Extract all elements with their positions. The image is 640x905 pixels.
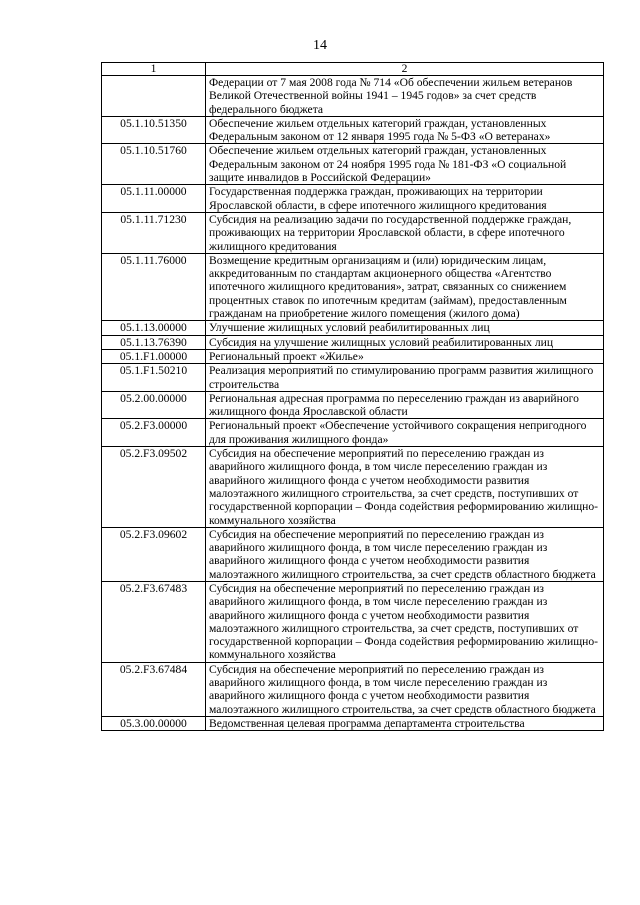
row-description-cell: Субсидия на обеспечение мероприятий по переселению граждан из аварийного жилищного фонда, в том числе переселению граждан из аварийного жилищного фонда с учетом необходимости развития малоэтажного жилищного строительства, за счет средств областного бюджета bbox=[206, 662, 604, 716]
row-code-cell: 05.2.F3.00000 bbox=[102, 419, 206, 447]
row-code-cell: 05.1.F1.00000 bbox=[102, 349, 206, 363]
row-description-cell: Региональный проект «Обеспечение устойчивого сокращения непригодного для проживания жилищного фонда» bbox=[206, 419, 604, 447]
table-row bbox=[102, 447, 604, 528]
table-row bbox=[102, 321, 604, 335]
row-code-cell: 05.1.10.51350 bbox=[102, 116, 206, 144]
table-body bbox=[102, 76, 604, 731]
row-description-cell: Обеспечение жильем отдельных категорий граждан, установленных Федеральным законом от 24 ноября 1995 года № 181-ФЗ «О социальной защите инвалидов в Российской Федерации» bbox=[206, 144, 604, 185]
table-row bbox=[102, 527, 604, 581]
row-code-cell: 05.2.00.00000 bbox=[102, 391, 206, 419]
table-row bbox=[102, 212, 604, 253]
row-code-cell: 05.1.F1.50210 bbox=[102, 364, 206, 392]
column-header-description: 2 bbox=[206, 63, 604, 76]
table-row bbox=[102, 185, 604, 213]
row-code-cell: 05.1.11.71230 bbox=[102, 212, 206, 253]
row-code-cell: 05.1.11.00000 bbox=[102, 185, 206, 213]
row-code-cell: 05.1.13.76390 bbox=[102, 335, 206, 349]
table-header-row bbox=[102, 63, 604, 76]
budget-classification-table bbox=[101, 62, 604, 731]
table-row bbox=[102, 335, 604, 349]
row-code-cell: 05.1.13.00000 bbox=[102, 321, 206, 335]
table-row bbox=[102, 391, 604, 419]
row-description-cell: Обеспечение жильем отдельных категорий граждан, установленных Федеральным законом от 12 января 1995 года № 5-ФЗ «О ветеранах» bbox=[206, 116, 604, 144]
row-description-cell: Возмещение кредитным организациям и (или) юридическим лицам, аккредитованным по стандартам акционерного общества «Агентство ипотечного жилищного кредитования», затрат, связанных со снижением процентных ставок по ипотечным кредитам (займам), предоставленным гражданам на приобретение жилого помещения (жилого дома) bbox=[206, 253, 604, 320]
row-description-cell: Субсидия на обеспечение мероприятий по переселению граждан из аварийного жилищного фонда, в том числе переселению граждан из аварийного жилищного фонда с учетом необходимости развития малоэтажного жилищного строительства, за счет средств, поступивших от государственной корпорации – Фонда содействия реформированию жилищно-коммунального хозяйства bbox=[206, 581, 604, 662]
row-code-cell bbox=[102, 76, 206, 117]
row-description-cell: Реализация мероприятий по стимулированию программ развития жилищного строительства bbox=[206, 364, 604, 392]
row-code-cell: 05.2.F3.67484 bbox=[102, 662, 206, 716]
table-row bbox=[102, 144, 604, 185]
row-code-cell: 05.1.10.51760 bbox=[102, 144, 206, 185]
row-description-cell: Субсидия на улучшение жилищных условий реабилитированных лиц bbox=[206, 335, 604, 349]
row-description-cell: Улучшение жилищных условий реабилитированных лиц bbox=[206, 321, 604, 335]
row-description-cell: Субсидия на обеспечение мероприятий по переселению граждан из аварийного жилищного фонда, в том числе переселению граждан из аварийного жилищного фонда с учетом необходимости развития малоэтажного жилищного строительства, за счет средств, поступивших от государственной корпорации – Фонда содействия реформированию жилищно-коммунального хозяйства bbox=[206, 447, 604, 528]
table-row bbox=[102, 662, 604, 716]
table-row bbox=[102, 419, 604, 447]
table-row bbox=[102, 716, 604, 730]
table-row bbox=[102, 349, 604, 363]
row-description-cell: Ведомственная целевая программа департамента строительства bbox=[206, 716, 604, 730]
table-row bbox=[102, 116, 604, 144]
row-code-cell: 05.2.F3.09602 bbox=[102, 527, 206, 581]
column-header-code: 1 bbox=[102, 63, 206, 76]
row-code-cell: 05.2.F3.09502 bbox=[102, 447, 206, 528]
row-code-cell: 05.1.11.76000 bbox=[102, 253, 206, 320]
row-description-cell: Федерации от 7 мая 2008 года № 714 «Об обеспечении жильем ветеранов Великой Отечественной войны 1941 – 1945 годов» за счет средств федерального бюджета bbox=[206, 76, 604, 117]
row-description-cell: Региональный проект «Жилье» bbox=[206, 349, 604, 363]
row-code-cell: 05.3.00.00000 bbox=[102, 716, 206, 730]
row-description-cell: Региональная адресная программа по переселению граждан из аварийного жилищного фонда Ярославской области bbox=[206, 391, 604, 419]
table-row bbox=[102, 581, 604, 662]
row-description-cell: Субсидия на реализацию задачи по государственной поддержке граждан, проживающих на территории Ярославской области, в сфере ипотечного жилищного кредитования bbox=[206, 212, 604, 253]
table-row bbox=[102, 364, 604, 392]
row-code-cell: 05.2.F3.67483 bbox=[102, 581, 206, 662]
row-description-cell: Субсидия на обеспечение мероприятий по переселению граждан из аварийного жилищного фонда, в том числе переселению граждан из аварийного жилищного фонда с учетом необходимости развития малоэтажного жилищного строительства, за счет средств областного бюджета bbox=[206, 527, 604, 581]
table-row bbox=[102, 76, 604, 117]
page-number: 14 bbox=[313, 38, 327, 53]
table-row bbox=[102, 253, 604, 320]
row-description-cell: Государственная поддержка граждан, проживающих на территории Ярославской области, в сфере ипотечного жилищного кредитования bbox=[206, 185, 604, 213]
